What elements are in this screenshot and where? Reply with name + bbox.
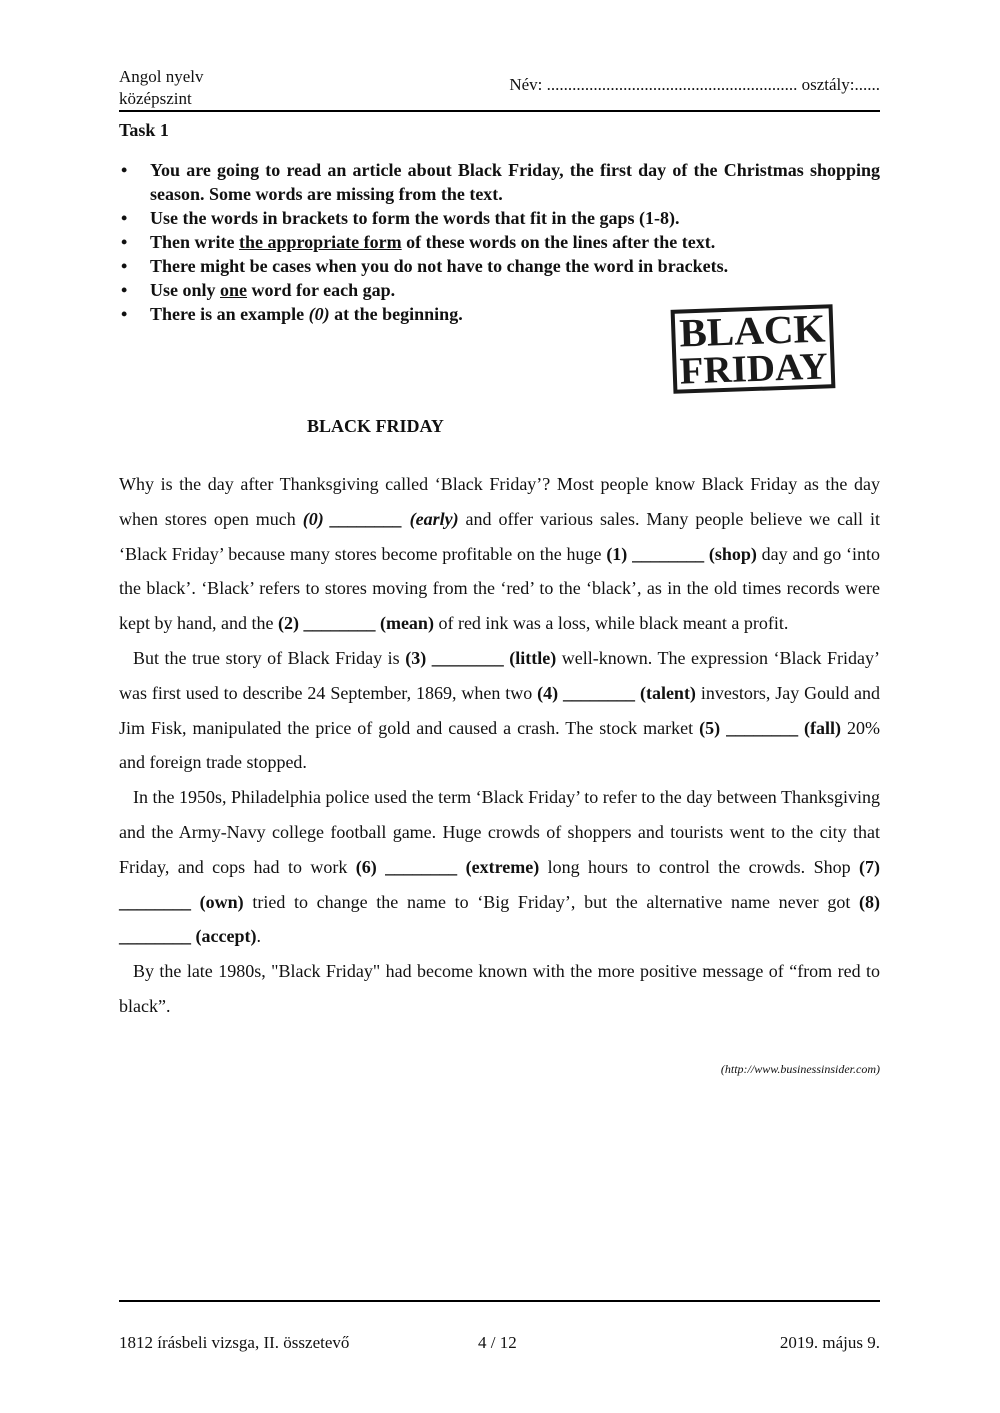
gap-2: (2) ________ (mean) <box>277 613 434 634</box>
paragraph: By the late 1980s, "Black Friday" had become known with the more positive message of “from red to black”. <box>119 961 880 1016</box>
source-citation: (http://www.businessinsider.com) <box>720 1062 880 1076</box>
gap-5: (5) ________ (fall) <box>699 717 842 738</box>
footer-page-number: 4 / 12 <box>478 1333 517 1352</box>
instruction-item: • There might be cases when you do not have to change the word in brackets. <box>119 254 880 278</box>
black-friday-stamp-logo <box>668 303 838 395</box>
paragraph: But the true story of Black Friday is (3) ________ (little) well-known. The expression ‘Black Friday’ was first used to describe 24 September, 1869, when two (4) ________ (talent) investors, Jay Gould and Jim Fisk, manipulated the price of gold and caused a crash. The stock market (5) ________ (fall) 20% and foreign trade stopped. <box>119 647 881 773</box>
paragraph: Why is the day after Thanksgiving called ‘Black Friday’? Most people know Black Friday as the day when stores open much (0) ________ (early) and offer various sales. Many people believe we call it ‘Black Friday’ because many stores become profitable on the huge (1) ________ (shop) day and go ‘into the black’. ‘Black’ refers to stores moving from the ‘red’ to the ‘black’, as in the old times records were kept by hand, and the (2) ________ (mean) of red ink was a loss, while black meant a profit. <box>119 474 881 634</box>
gap-3: (3) ________ (little) <box>405 647 557 668</box>
task-title: Task 1 <box>119 120 169 140</box>
gap-7: (7) ________ (own) <box>119 856 880 912</box>
gap-4: (4) ________ (talent) <box>537 682 696 703</box>
gap-6: (6) ________ (extreme) <box>355 856 540 877</box>
instruction-item: • Use the words in brackets to form the words that fit in the gaps (1-8). <box>119 206 880 230</box>
header-rule <box>119 110 880 112</box>
instruction-item: • You are going to read an article about Black Friday, the first day of the Christmas shopping season. Some words are missing from the text. <box>119 158 880 206</box>
instruction-item: • There is an example (0) at the beginning. <box>119 302 880 326</box>
footer-date: 2019. május 9. <box>779 1333 880 1352</box>
instruction-item: • Use only one word for each gap. <box>119 278 880 302</box>
subject-level: középszint <box>119 89 192 108</box>
paragraph: In the 1950s, Philadelphia police used the term ‘Black Friday’ to refer to the day between Thanksgiving and the Army-Navy college football game. Huge crowds of shoppers and tourists went to the city that Friday, and cops had to work (6) ________ (extreme) long hours to control the crowds. Shop (7) ________ (own) tried to change the name to ‘Big Friday’, but the alternative name never got (8) ________ (accept). <box>119 787 880 947</box>
instruction-item: • Then write the appropriate form of these words on the lines after the text. <box>119 230 880 254</box>
logo-line-2: FRIDAY <box>679 345 825 393</box>
footer-exam-id: 1812 írásbeli vizsga, II. összetevő <box>119 1333 350 1352</box>
instructions-list <box>119 158 880 326</box>
footer-rule <box>119 1300 880 1302</box>
name-class-field: Név: ........................................................... osztály:...... <box>509 75 880 94</box>
gap-0: (0) ________ (early) <box>302 508 459 529</box>
article-body <box>119 467 880 1024</box>
article-title: BLACK FRIDAY <box>307 416 444 436</box>
gap-8: (8) ________ (accept) <box>119 891 880 947</box>
gap-1: (1) ________ (shop) <box>606 543 757 564</box>
subject-label <box>119 66 204 110</box>
logo-line-1: BLACK <box>678 305 823 356</box>
subject-language: Angol nyelv <box>119 67 204 86</box>
